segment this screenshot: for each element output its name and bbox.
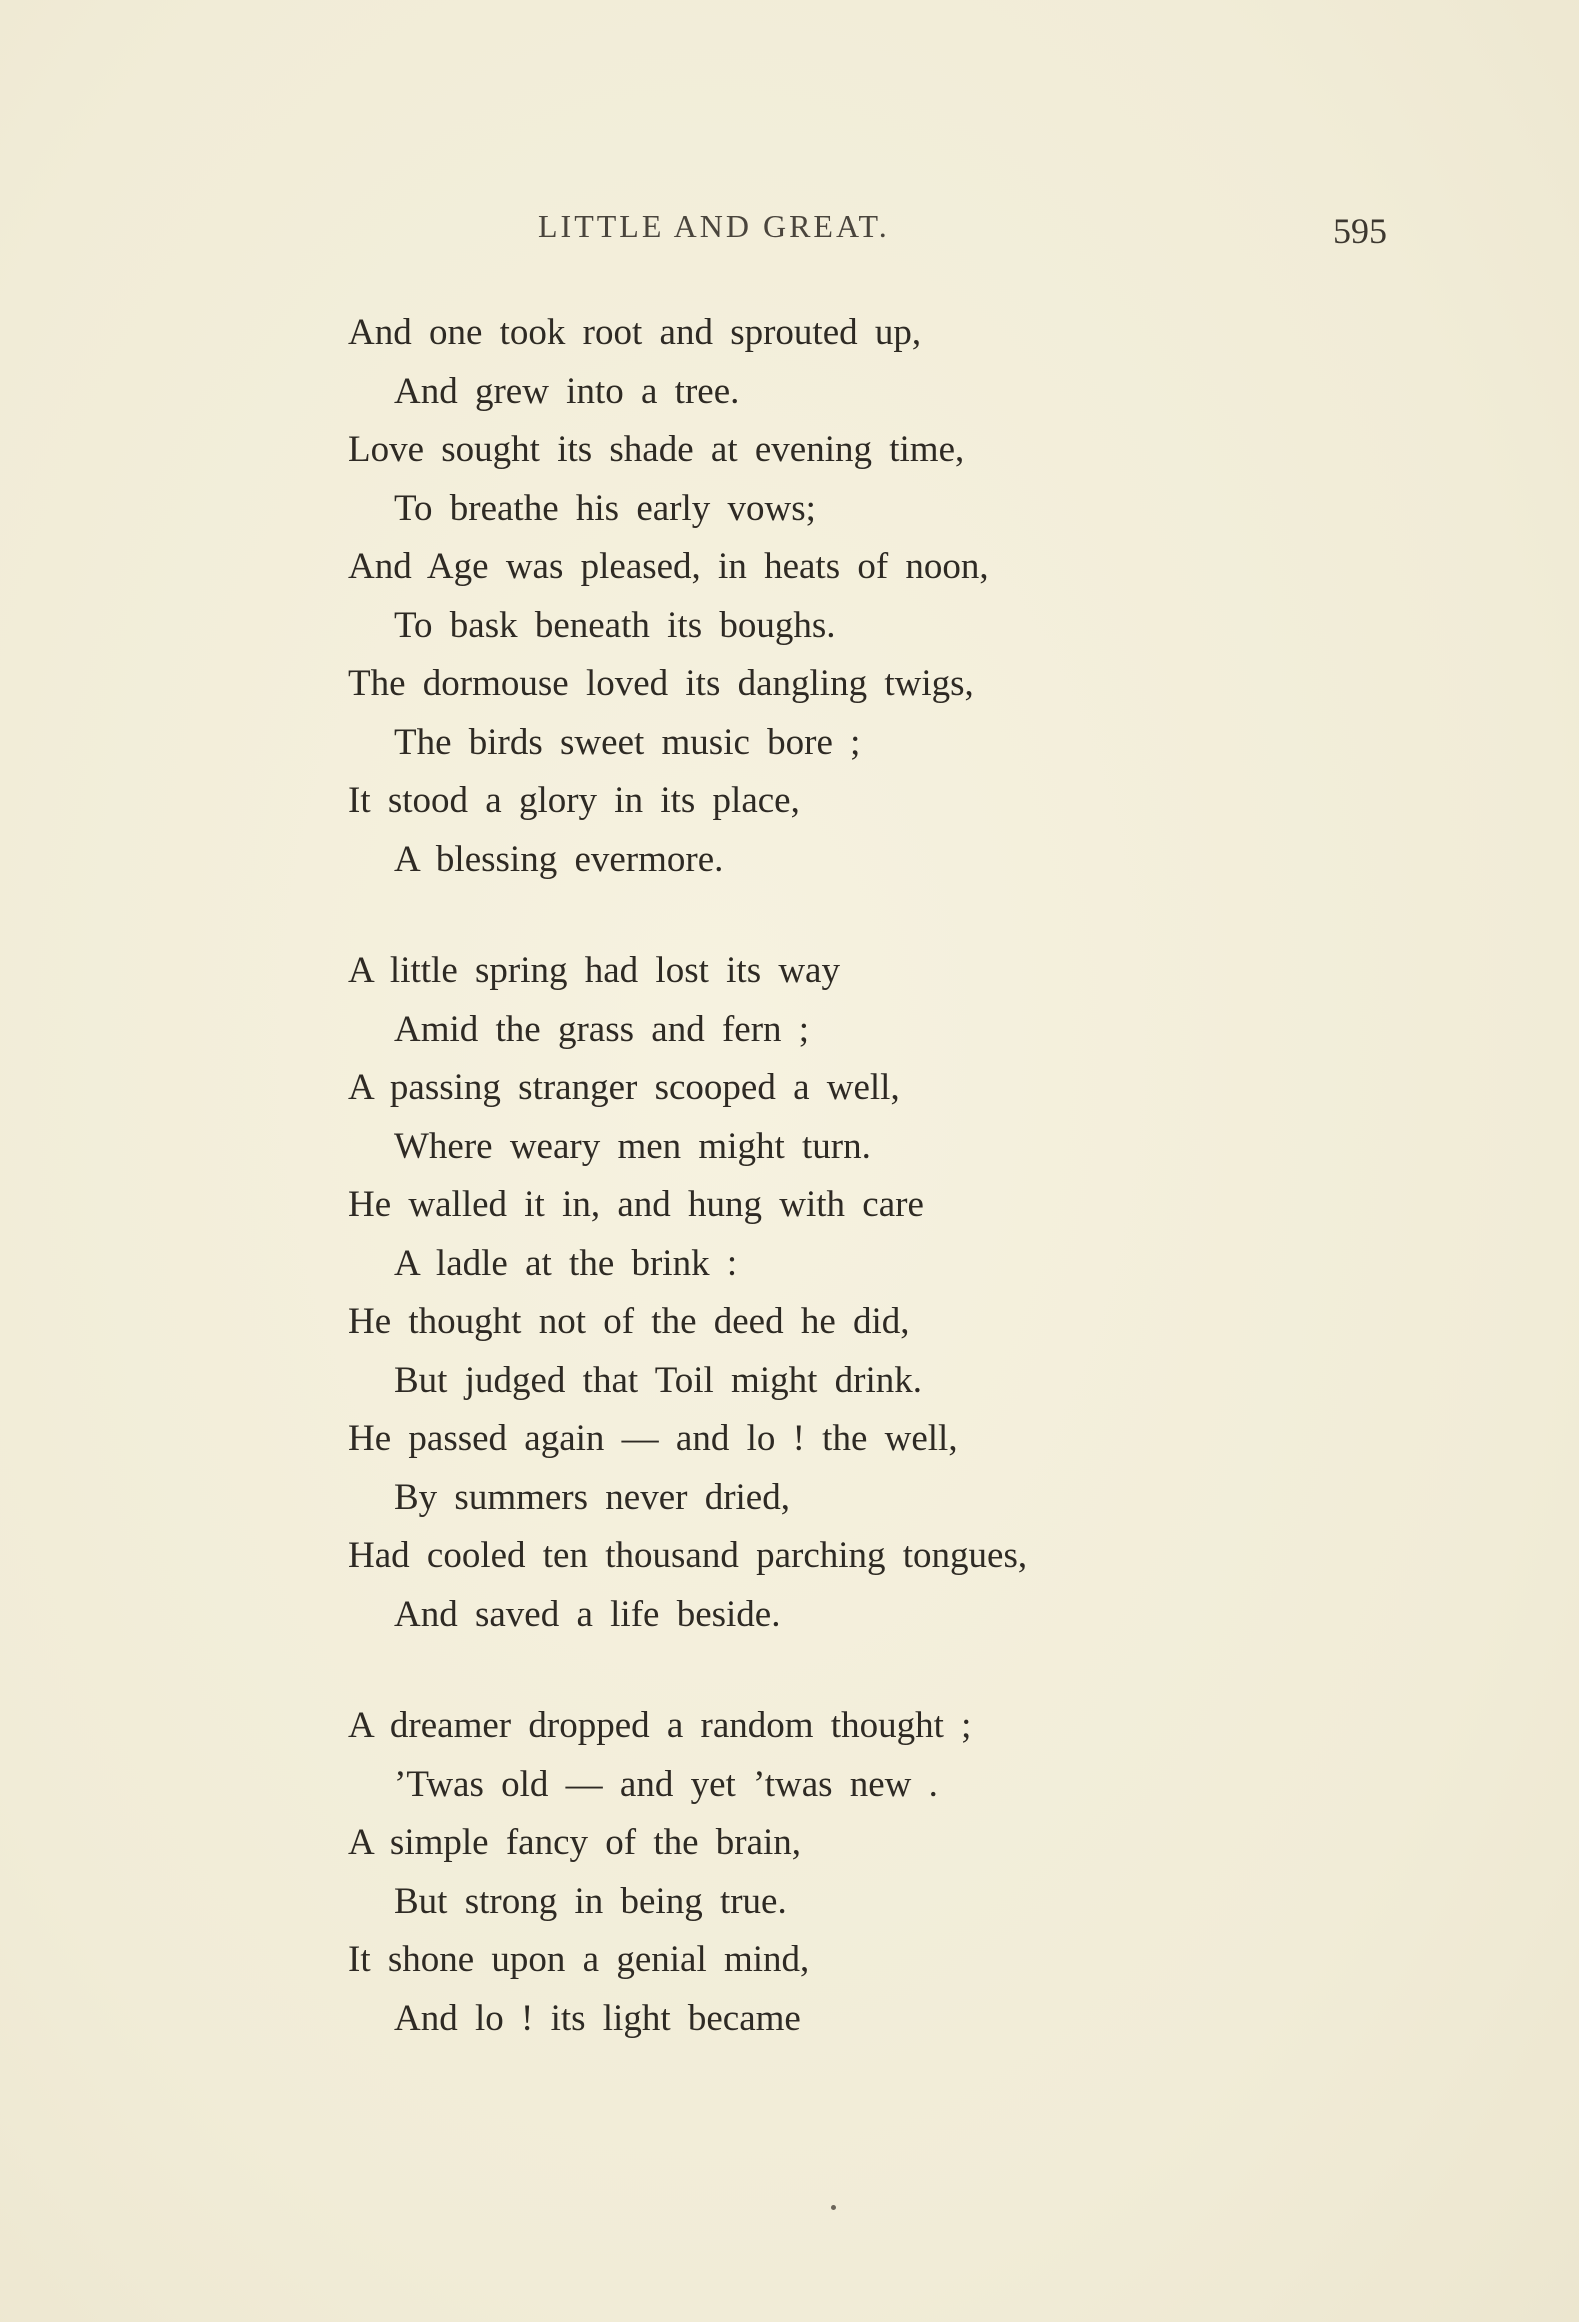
poem-line: A simple fancy of the brain,: [348, 1822, 802, 1863]
poem-line: He passed again — and lo ! the well,: [348, 1418, 958, 1459]
poem-line: He walled it in, and hung with care: [348, 1184, 924, 1225]
poem-line: And Age was pleased, in heats of noon,: [348, 546, 989, 587]
poem-line: And saved a life beside.: [394, 1593, 781, 1635]
running-head: [0, 208, 1579, 251]
poem-line: And grew into a tree.: [394, 370, 740, 412]
poem-line: The dormouse loved its dangling twigs,: [348, 663, 974, 704]
poem-line: Where weary men might turn.: [394, 1125, 871, 1167]
poem-line: Had cooled ten thousand parching tongues,: [348, 1535, 1028, 1576]
poem-line: By summers never dried,: [394, 1476, 790, 1518]
poem-line: The birds sweet music bore ;: [394, 721, 861, 763]
poem-line: He thought not of the deed he did,: [348, 1301, 910, 1342]
stanza-1: [348, 304, 1498, 889]
poem-line: A little spring had lost its way: [348, 950, 840, 991]
page-number: 595: [1333, 211, 1387, 251]
poem-line: To breathe his early vows;: [394, 487, 816, 529]
poem-line: And one took root and sprouted up,: [348, 312, 922, 353]
printers-mark-dot: [831, 2205, 836, 2210]
poem-line: It stood a glory in its place,: [348, 780, 800, 821]
poem-line: But strong in being true.: [394, 1880, 787, 1922]
poem-line: But judged that Toil might drink.: [394, 1359, 922, 1401]
poem-body: [348, 304, 1498, 2101]
poem-line: A ladle at the brink :: [394, 1242, 738, 1284]
poem-line: A dreamer dropped a random thought ;: [348, 1705, 972, 1746]
poem-line: To bask beneath its boughs.: [394, 604, 836, 646]
poem-line: A passing stranger scooped a well,: [348, 1067, 900, 1108]
stanza-2: [348, 942, 1498, 1644]
stanza-3: [348, 1697, 1498, 2048]
poem-line: ’Twas old — and yet ’twas new .: [394, 1763, 938, 1805]
poem-line: A blessing evermore.: [394, 838, 724, 880]
poem-line: And lo ! its light became: [394, 1997, 801, 2039]
poem-line: Love sought its shade at evening time,: [348, 429, 965, 470]
poem-line: Amid the grass and fern ;: [394, 1008, 810, 1050]
running-title: LITTLE AND GREAT.: [538, 208, 890, 244]
poem-line: It shone upon a genial mind,: [348, 1939, 810, 1980]
